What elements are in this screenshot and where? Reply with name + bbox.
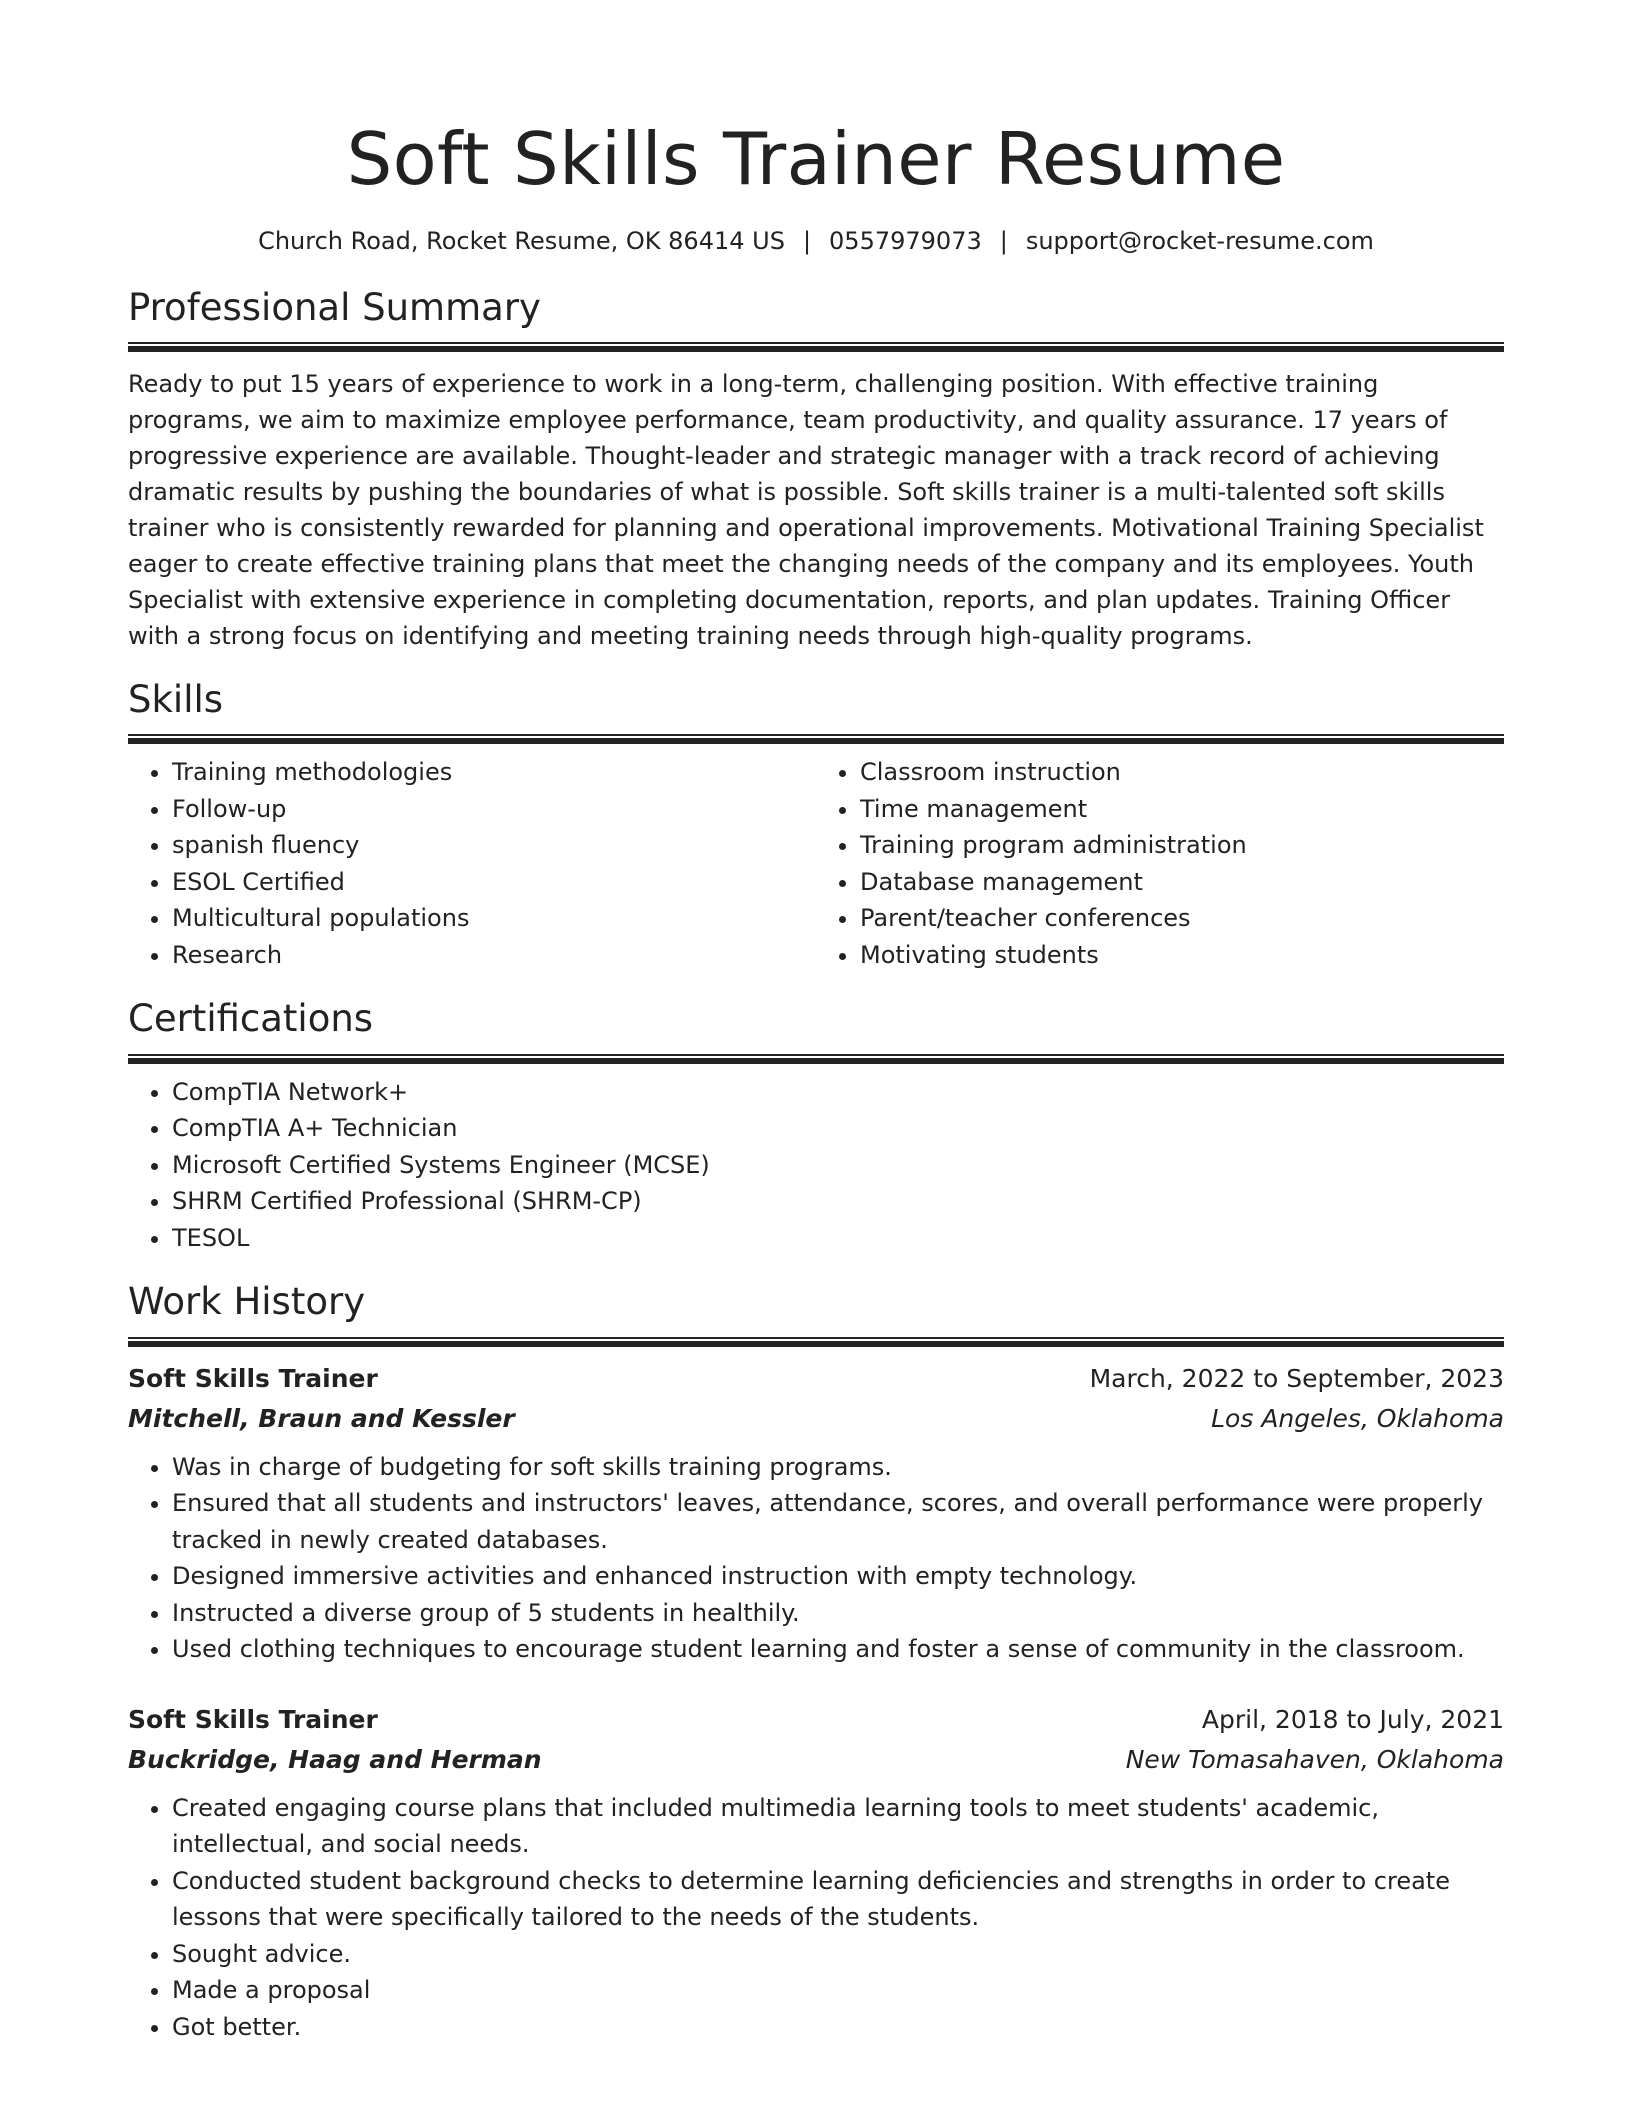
job-bullet: • Made a proposal xyxy=(172,1972,1504,2009)
section-heading-work-history: Work History xyxy=(128,1280,366,1324)
certification-item: • CompTIA Network+ xyxy=(172,1074,1504,1111)
job-dates: April, 2018 to July, 2021 xyxy=(1201,1704,1504,1734)
skill-item: • Training program administration xyxy=(860,827,1504,864)
skills-section xyxy=(128,678,1504,973)
section-heading-skills: Skills xyxy=(128,677,224,721)
skill-item: • Research xyxy=(172,937,816,974)
skills-grid xyxy=(128,744,1504,973)
job-bullets xyxy=(128,1449,1504,1668)
certification-item: • SHRM Certified Professional (SHRM-CP) xyxy=(172,1183,1504,1220)
certification-item: • Microsoft Certified Systems Engineer (MCSE) xyxy=(172,1147,1504,1184)
contact-email: support@rocket-resume.com xyxy=(1025,226,1374,255)
section-heading-summary: Professional Summary xyxy=(128,285,541,329)
job-employer-row xyxy=(128,1740,1504,1780)
job-entry xyxy=(128,1700,1504,2046)
job-bullets xyxy=(128,1790,1504,2046)
skill-item: • Database management xyxy=(860,864,1504,901)
page-title: Soft Skills Trainer Resume xyxy=(346,117,1286,201)
job-bullet: • Was in charge of budgeting for soft skills training programs. xyxy=(172,1449,1504,1486)
certifications-section xyxy=(128,997,1504,1256)
skill-item: • Motivating students xyxy=(860,937,1504,974)
job-bullet: • Designed immersive activities and enhanced instruction with empty technology. xyxy=(172,1558,1504,1595)
skill-item: • Training methodologies xyxy=(172,754,816,791)
job-bullet: • Ensured that all students and instructors' leaves, attendance, scores, and overall performance were properly tracked in newly created databases. xyxy=(172,1485,1504,1558)
summary-text: Ready to put 15 years of experience to work in a long-term, challenging position. With effective training programs, we aim to maximize employee performance, team productivity, and quality assurance. 17 years of progressive experience are available. Thought-leader and strategic manager with a track record of achieving dramatic results by pushing the boundaries of what is possible. Soft skills trainer is a multi-talented soft skills trainer who is consistently rewarded for planning and operational improvements. Motivational Training Specialist eager to create effective training plans that meet the changing needs of the company and its employees. Youth Specialist with extensive experience in completing documentation, reports, and plan updates. Training Officer with a strong focus on identifying and meeting training needs through high-quality programs. xyxy=(128,369,1484,650)
summary-section xyxy=(128,286,1504,654)
section-divider xyxy=(128,342,1504,352)
certification-item: • CompTIA A+ Technician xyxy=(172,1110,1504,1147)
job-location: New Tomasahaven, Oklahoma xyxy=(1125,1744,1504,1774)
contact-address: Church Road, Rocket Resume, OK 86414 US xyxy=(258,226,785,255)
skills-list-left xyxy=(128,754,816,973)
skill-item: • Follow-up xyxy=(172,791,816,828)
job-entry xyxy=(128,1359,1504,1668)
section-divider xyxy=(128,1054,1504,1064)
certification-item: • TESOL xyxy=(172,1220,1504,1257)
work-history-section xyxy=(128,1280,1504,2045)
job-bullet: • Conducted student background checks to determine learning deficiencies and strengths in order to create lessons that were specifically tailored to the needs of the students. xyxy=(172,1863,1504,1936)
certifications-list xyxy=(128,1074,1504,1257)
job-company: Mitchell, Braun and Kessler xyxy=(128,1403,515,1433)
job-employer-row xyxy=(128,1399,1504,1439)
section-heading-certifications: Certifications xyxy=(128,997,374,1041)
job-title: Soft Skills Trainer xyxy=(128,1704,378,1734)
job-location: Los Angeles, Oklahoma xyxy=(1211,1403,1504,1433)
job-bullet: • Sought advice. xyxy=(172,1936,1504,1973)
skills-list-right xyxy=(816,754,1504,973)
job-bullet: • Used clothing techniques to encourage student learning and foster a sense of community in the classroom. xyxy=(172,1631,1504,1668)
job-title: Soft Skills Trainer xyxy=(128,1363,378,1393)
job-bullet: • Got better. xyxy=(172,2009,1504,2046)
skill-item: • ESOL Certified xyxy=(172,864,816,901)
contact-phone: 0557979073 xyxy=(829,226,982,255)
skill-item: • Parent/teacher conferences xyxy=(860,900,1504,937)
section-divider xyxy=(128,1337,1504,1347)
job-company: Buckridge, Haag and Herman xyxy=(128,1744,542,1774)
contact-line xyxy=(128,227,1504,256)
job-header-row xyxy=(128,1359,1504,1399)
job-dates: March, 2022 to September, 2023 xyxy=(1089,1363,1504,1393)
job-bullet: • Created engaging course plans that included multimedia learning tools to meet students' academic, intellectual, and social needs. xyxy=(172,1790,1504,1863)
section-divider xyxy=(128,734,1504,744)
skill-item: • Time management xyxy=(860,791,1504,828)
skill-item: • Multicultural populations xyxy=(172,900,816,937)
contact-separator: | xyxy=(802,226,812,255)
skill-item: • Classroom instruction xyxy=(860,754,1504,791)
skill-item: • spanish fluency xyxy=(172,827,816,864)
contact-separator: | xyxy=(999,226,1008,255)
job-bullet: • Instructed a diverse group of 5 students in healthily. xyxy=(172,1595,1504,1632)
job-header-row xyxy=(128,1700,1504,1740)
